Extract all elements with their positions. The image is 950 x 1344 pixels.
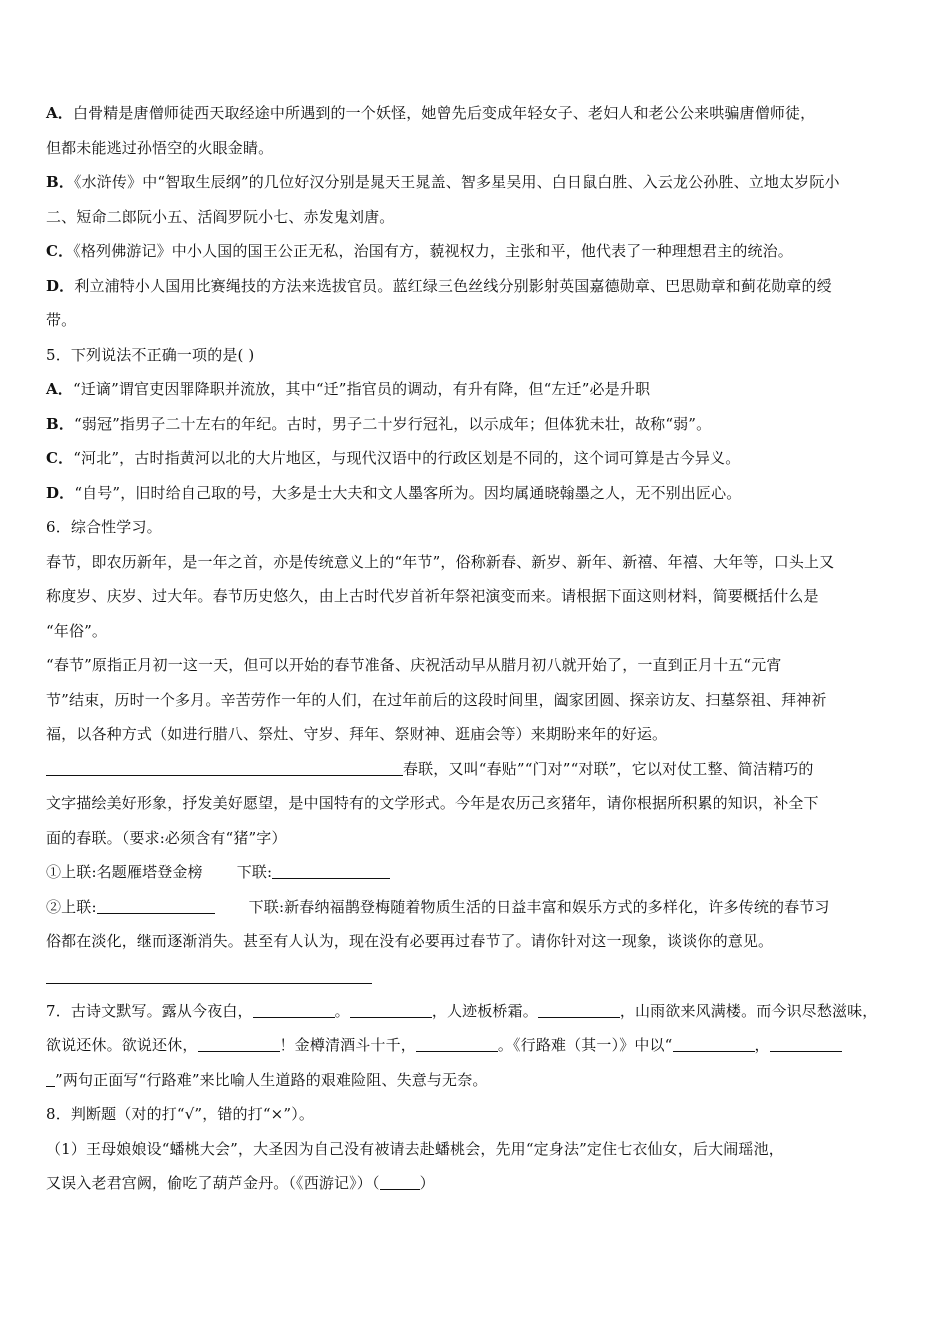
document-page [46,96,912,1201]
answer-blank[interactable] [350,999,432,1018]
q4-option-c [46,234,912,269]
couplet-1-upper: ①上联:名题雁塔登金榜 [46,863,203,881]
question-stem: 6．综合性学习。 [46,518,162,536]
paragraph-line: 春联，又叫“春贴”“门对”“对联”，它以对仗工整、简洁精巧的 [403,759,814,778]
question-stem: 7．古诗文默写。露从今夜白， [46,1001,253,1020]
answer-blank[interactable] [272,860,390,879]
paragraph-line: 福，以各种方式（如进行腊八、祭灶、守岁、拜年、祭财神、逛庙会等）来期盼来年的好运。 [46,725,668,743]
answer-blank[interactable] [46,1068,55,1087]
q4-option-d [46,269,912,338]
text-segment: ） [419,1174,435,1192]
option-letter: D． [46,276,75,295]
option-text: 《水浒传》中“智取生辰纲”的几位好汉分别是晁天王晁盖、智多星吴用、白日鼠白胜、入云龙公孙胜、立地太岁阮小 [73,173,840,191]
question-7 [46,994,912,1098]
paragraph-line: 春节，即农历新年，是一年之首，亦是传统意义上的“年节”，俗称新春、新岁、新年、新禧、年禧、大年等，口头上又 [46,552,835,571]
option-letter: A． [46,104,73,122]
paragraph-line: “年俗”。 [46,621,108,640]
question-stem: 5．下列说法不正确一项的是( ) [46,345,255,364]
couplet-1-lower-label: 下联: [236,863,273,881]
question-8 [46,1097,912,1201]
answer-blank[interactable] [538,999,620,1018]
option-text: “弱冠”指男子二十左右的年纪。古时，男子二十岁行冠礼，以示成年；但体犹未壮，故称“弱”。 [73,414,712,433]
option-text: 利立浦特小人国用比赛绳技的方法来选拔官员。蓝红绿三色丝线分别影射英国嘉德勋章、巴思勋章和蓟花勋章的绶 [74,276,832,295]
answer-blank[interactable] [770,1033,842,1052]
option-text-cont: 二、短命二郎阮小五、活阎罗阮小七、赤发鬼刘唐。 [46,207,395,226]
option-letter: C． [46,242,74,260]
q4-option-b [46,165,912,234]
paragraph-line: “春节”原指正月初一这一天，但可以开始的春节准备、庆祝活动早从腊月初八就开始了，一直到正月十五“元宵 [46,656,782,674]
answer-blank[interactable] [253,999,335,1018]
paragraph-line: 节”结束，历时一个多月。辛苦劳作一年的人们，在过年前后的这段时间里，阖家团圆、探亲访友、扫墓祭祖、拜神祈 [46,690,827,709]
answer-blank[interactable] [380,1171,420,1190]
answer-blank[interactable] [97,895,215,914]
couplet-2-upper-label: ②上联: [46,897,97,916]
couplet-2-lower: 下联:新春纳福鹊登梅随着物质生活的日益丰富和娱乐方式的多样化，许多传统的春节习 [248,897,830,916]
option-text: 《格列佛游记》中小人国的国王公正无私，治国有方，藐视权力，主张和平，他代表了一种理想君主的统治。 [73,242,793,260]
text-segment: 欲说还休。欲说还休， [46,1036,198,1054]
text-segment: ，山雨欲来风满楼。而今识尽愁滋味， [619,1001,878,1020]
paragraph-line: 俗都在淡化，继而逐渐消失。甚至有人认为，现在没有必要再过春节了。请你针对这一现象，谈谈你的意见。 [46,932,774,950]
answer-blank[interactable] [198,1033,280,1052]
text-segment: ， [754,1036,770,1054]
option-letter: A． [46,380,73,398]
option-text: “河北”，古时指黄河以北的大片地区，与现代汉语中的行政区划是不同的，这个词可算是古今异义。 [73,449,741,467]
question-6 [46,510,912,984]
text-segment: ，人迹板桥霜。 [431,1001,538,1020]
answer-line[interactable] [46,959,372,984]
question-stem: 8．判断题（对的打“√”，错的打“×”）。 [46,1105,314,1123]
text-segment: 又误入老君宫阙，偷吃了葫芦金丹。（《西游记》）（ [46,1174,380,1192]
option-text: 白骨精是唐僧师徒西天取经途中所遇到的一个妖怪，她曾先后变成年轻女子、老妇人和老公公来哄骗唐僧师徒， [72,104,816,122]
answer-blank[interactable] [673,1033,755,1052]
option-letter: D． [46,483,75,502]
paragraph-line: 文字描绘美好形象，抒发美好愿望，是中国特有的文学形式。今年是农历己亥猪年，请你根据所积累的知识，补全下 [46,794,819,812]
text-segment: ”两句正面写“行路难”来比喻人生道路的艰难险阻、失意与无奈。 [55,1070,488,1089]
option-letter: B． [46,173,74,191]
option-text-cont: 带。 [46,311,77,329]
text-segment: ！金樽清酒斗十千， [279,1036,416,1054]
paragraph-line: （1）王母娘娘设“蟠桃大会”，大圣因为自己没有被请去赴蟠桃会，先用“定身法”定住七衣仙女，后大闹瑶池， [46,1139,784,1158]
option-letter: B． [46,414,74,433]
option-text: “迁谪”谓官吏因罪降职并流放，其中“迁”指官员的调动，有升有降，但“左迁”必是升职 [72,380,651,398]
paragraph-line: 面的春联。（要求:必须含有“猪”字） [46,828,287,847]
option-letter: C． [46,449,74,467]
answer-blank[interactable] [416,1033,498,1052]
question-5 [46,338,912,511]
text-segment: 。《行路难（其一）》中以“ [497,1036,673,1054]
paragraph-line: 称度岁、庆岁、过大年。春节历史悠久，由上古时代岁首祈年祭祀演变而来。请根据下面这则材料，简要概括什么是 [46,587,819,605]
text-segment: 。 [334,1001,350,1020]
option-text: “自号”，旧时给自己取的号，大多是士大夫和文人墨客所为。因均属通晓翰墨之人，无不别出匠心。 [74,483,742,502]
answer-blank[interactable] [46,757,403,776]
q4-option-a [46,96,912,165]
option-text-cont: 但都未能逃过孙悟空的火眼金睛。 [46,138,274,157]
